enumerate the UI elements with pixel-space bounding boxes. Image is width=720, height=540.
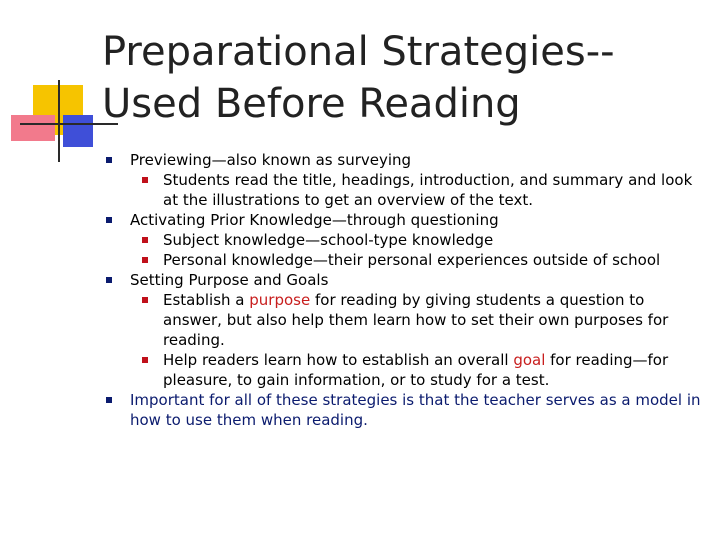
square-bullet-icon (106, 397, 112, 403)
sub-bullet-text-after: for reading by giving students a question to answer, but also help them learn how to set their own purposes for reading. (163, 291, 669, 349)
bullet-text: Important for all of these strategies is that the teacher serves as a model in how to use them when reading. (130, 391, 701, 429)
sub-bullet (106, 290, 702, 350)
decor-blue-square (63, 115, 93, 147)
sub-bullet (106, 170, 702, 210)
sub-bullet (106, 350, 702, 390)
bullet-previewing (106, 150, 702, 170)
square-bullet-icon (142, 297, 148, 303)
highlight-word-purpose: purpose (249, 291, 311, 309)
highlight-word-goal: goal (513, 351, 546, 369)
bullet-important (106, 390, 702, 430)
sub-bullet-text: Subject knowledge—school-type knowledge (163, 231, 494, 249)
decor-vertical-line (58, 80, 60, 162)
sub-bullet-text: Students read the title, headings, introduction, and summary and look at the illustrations to get an overview of the text. (163, 171, 693, 209)
square-bullet-icon (106, 157, 112, 163)
square-bullet-icon (142, 357, 148, 363)
bullet-list (106, 150, 702, 430)
sub-bullet-text-before: Establish a (163, 291, 250, 309)
decor-pink-rectangle (11, 115, 55, 141)
sub-bullet (106, 250, 702, 270)
square-bullet-icon (106, 217, 112, 223)
square-bullet-icon (142, 237, 148, 243)
sub-bullet-text-before: Help readers learn how to establish an overall (163, 351, 514, 369)
bullet-prior-knowledge (106, 210, 702, 230)
sub-bullet (106, 230, 702, 250)
square-bullet-icon (106, 277, 112, 283)
slide-title: Preparational Strategies--Used Before Reading (102, 29, 615, 127)
bullet-purpose-goals (106, 270, 702, 290)
bullet-text: Previewing—also known as surveying (130, 151, 412, 169)
square-bullet-icon (142, 177, 148, 183)
bullet-text: Activating Prior Knowledge—through questioning (130, 211, 499, 229)
sub-bullet-text: Personal knowledge—their personal experiences outside of school (163, 251, 661, 269)
square-bullet-icon (142, 257, 148, 263)
bullet-text: Setting Purpose and Goals (130, 271, 329, 289)
sub-bullet-text-after: for reading—for pleasure, to gain information, or to study for a test. (163, 351, 669, 389)
